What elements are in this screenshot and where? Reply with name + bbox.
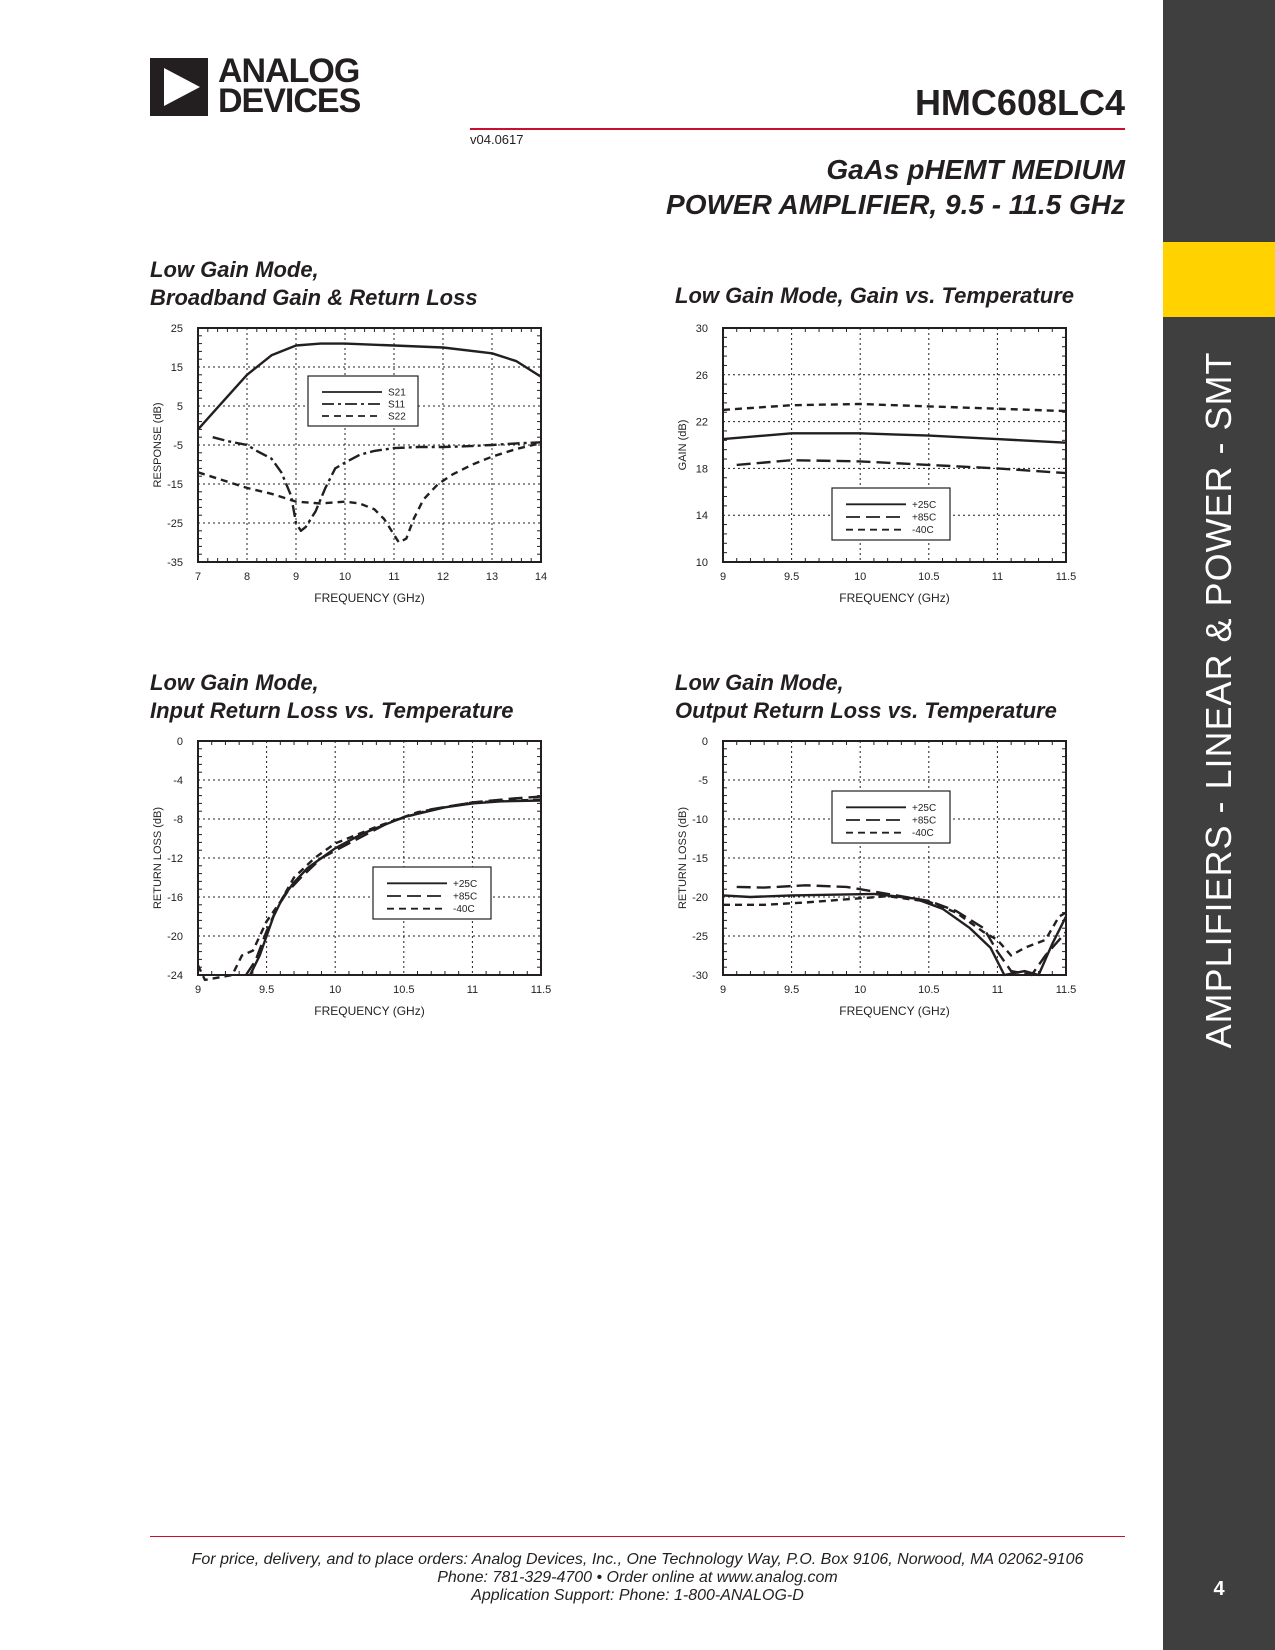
version-label: v04.0617 [470,132,524,147]
legend-label: -40C [912,525,934,537]
x-tick-label: 14 [534,571,548,583]
x-axis-label: FREQUENCY (GHz) [839,1004,950,1018]
footer [150,1551,1125,1605]
y-tick-label: 30 [695,323,708,335]
x-tick-label: 10 [854,984,867,996]
legend [373,867,491,919]
legend-label: +25C [453,878,478,890]
legend-label: +25C [912,499,937,511]
legend-label: -40C [453,904,475,916]
y-tick-label: -15 [167,479,183,491]
y-tick-label: -20 [692,892,708,904]
title-line2: POWER AMPLIFIER, 9.5 - 11.5 GHz [666,189,1125,220]
chart1-title [150,256,478,312]
legend [308,376,418,426]
y-tick-label: -35 [167,557,183,569]
legend-label: +85C [453,891,478,903]
series-line-85c [737,460,1066,473]
sidebar-category: AMPLIFIERS - LINEAR & POWER - SMT [1198,351,1239,1049]
chart4-title [675,669,1057,725]
series-line-85c [737,885,1066,975]
y-tick-label: -4 [173,775,183,787]
x-tick-label: 7 [194,571,202,583]
chart1-title-line2: Broadband Gain & Return Loss [150,285,478,310]
series-line-s22 [198,443,541,542]
legend-label: -40C [912,828,934,840]
footer-rule [150,1536,1125,1537]
x-tick-label: 9.5 [783,571,800,583]
chart2-title [675,282,1074,310]
x-axis-label: FREQUENCY (GHz) [314,591,425,605]
y-tick-label: -24 [167,970,183,982]
x-tick-label: 13 [485,571,499,583]
y-tick-label: 25 [170,323,183,335]
y-axis-label: RESPONSE (dB) [152,402,164,488]
legend-label: +85C [912,512,937,524]
x-tick-label: 10.5 [393,984,415,996]
x-tick-label: 9 [292,571,300,583]
x-axis-label: FREQUENCY (GHz) [839,591,950,605]
sidebar-accent [1163,242,1275,317]
x-tick-label: 12 [436,571,450,583]
x-tick-label: 10 [854,571,867,583]
page-number: 4 [1213,1578,1225,1600]
chart2-title-line1: Low Gain Mode, Gain vs. Temperature [675,283,1074,308]
footer-line3: Application Support: Phone: 1-800-ANALOG-D [471,1587,804,1604]
x-tick-label: 9 [194,984,202,996]
series-line-25c [723,433,1066,442]
logo-line2: DEVICES [218,82,361,120]
series-line-40c [723,896,1066,955]
chart3-title-line1: Low Gain Mode, [150,670,319,695]
y-tick-label: -20 [167,931,183,943]
x-tick-label: 11 [991,571,1004,583]
x-tick-label: 9.5 [258,984,275,996]
logo-wordmark [218,52,361,120]
y-tick-label: -30 [692,970,708,982]
y-tick-label: -5 [173,440,183,452]
y-axis-label: RETURN LOSS (dB) [152,806,164,910]
document-title [666,152,1125,222]
y-tick-label: -25 [692,931,708,943]
legend-label: S11 [388,399,406,411]
y-tick-label: 0 [701,736,708,748]
header-rule [470,128,1125,130]
y-tick-label: -15 [692,853,708,865]
x-tick-label: 9 [719,984,727,996]
x-tick-label: 11.5 [530,984,552,996]
logo-triangle-icon [150,58,208,116]
chart-input-return-loss [150,733,570,1043]
x-tick-label: 11.5 [1055,571,1077,583]
legend-label: S21 [388,387,406,399]
x-tick-label: 11 [991,984,1004,996]
y-tick-label: -8 [173,814,183,826]
chart3-title [150,669,513,725]
chart-output-return-loss [675,733,1095,1043]
y-tick-label: 15 [170,362,183,374]
x-tick-label: 10.5 [918,571,940,583]
chart-broadband-gain-return-loss [150,320,570,630]
y-axis-label: RETURN LOSS (dB) [677,806,689,910]
series-line-40c [723,404,1066,411]
y-axis-label: GAIN (dB) [677,419,689,471]
chart4-title-line1: Low Gain Mode, [675,670,844,695]
x-tick-label: 11.5 [1055,984,1077,996]
chart-gain-vs-temperature [675,320,1095,630]
footer-line1: For price, delivery, and to place orders: Analog Devices, Inc., One Technology Way, P.O. Box 9106, Norwood, MA 02062-9106 [191,1551,1084,1568]
title-line1: GaAs pHEMT MEDIUM [826,154,1125,185]
chart1-title-line1: Low Gain Mode, [150,257,319,282]
y-tick-label: -5 [698,775,708,787]
x-tick-label: 11 [466,984,479,996]
x-tick-label: 8 [243,571,251,583]
y-tick-label: -25 [167,518,183,530]
chart4-title-line2: Output Return Loss vs. Temperature [675,698,1057,723]
y-tick-label: 26 [695,369,708,382]
x-tick-label: 10 [338,571,352,583]
x-tick-label: 10.5 [918,984,940,996]
y-tick-label: -12 [167,853,183,865]
y-tick-label: -10 [692,814,708,826]
footer-line2: Phone: 781-329-4700 • Order online at www.analog.com [437,1569,838,1586]
legend-label: +25C [912,802,937,814]
y-tick-label: -16 [167,892,183,904]
legend [832,488,950,540]
series-line-25c [723,894,1066,975]
y-tick-label: 18 [695,463,708,476]
chart3-title-line2: Input Return Loss vs. Temperature [150,698,514,723]
legend-label: +85C [912,815,937,827]
part-number: HMC608LC4 [914,82,1125,123]
x-tick-label: 9.5 [783,984,800,996]
x-axis-label: FREQUENCY (GHz) [314,1004,425,1018]
y-tick-label: 5 [176,401,183,413]
legend-label: S22 [388,411,406,423]
y-tick-label: 10 [695,557,708,569]
y-tick-label: 0 [176,736,183,748]
y-tick-label: 22 [695,416,708,429]
legend [832,791,950,843]
y-tick-label: 14 [695,510,708,523]
company-logo [150,52,370,120]
x-tick-label: 9 [719,571,727,583]
logo-line1: ANALOG [218,52,360,90]
x-tick-label: 11 [388,571,400,583]
x-tick-label: 10 [329,984,342,996]
